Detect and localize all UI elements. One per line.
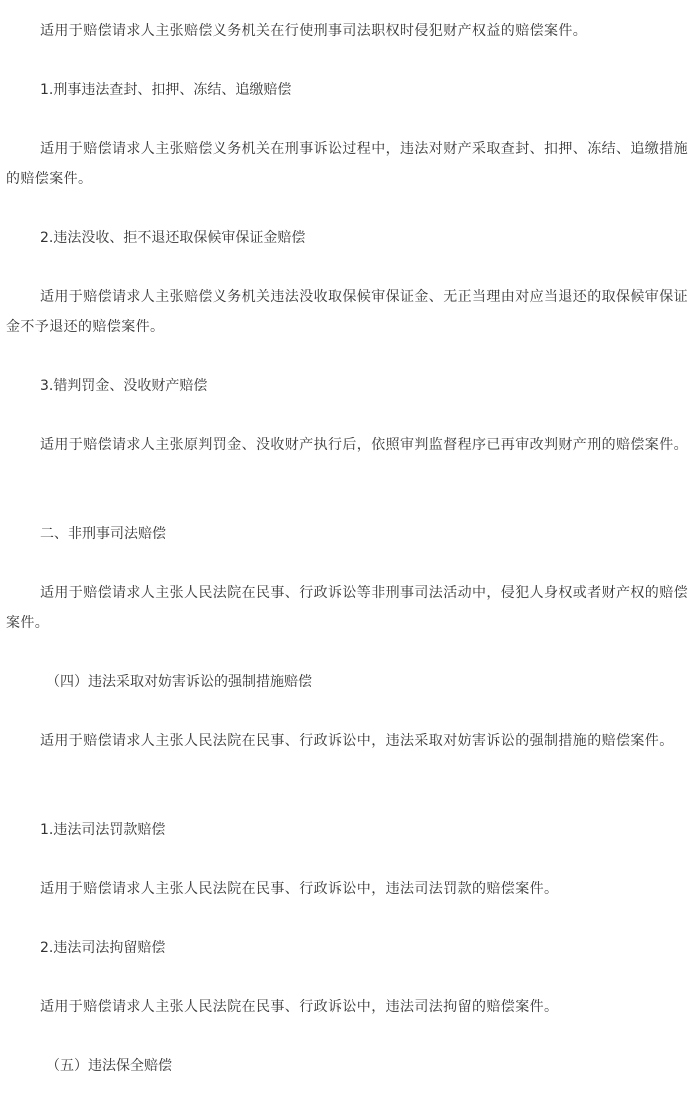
paragraph-seizure-freeze-scope: 适用于赔偿请求人主张赔偿义务机关在刑事诉讼过程中，违法对财产采取查封、扣押、冻结、追缴措施的赔偿案件。 [6, 141, 688, 187]
heading-seizure-freeze-compensation: 1.刑事违法查封、扣押、冻结、追缴赔偿 [40, 82, 292, 98]
paragraph-judicial-detention-scope: 适用于赔偿请求人主张人民法院在民事、行政诉讼中，违法司法拘留的赔偿案件。 [40, 999, 559, 1015]
heading-coercive-measures-compensation: （四）违法采取对妨害诉讼的强制措施赔偿 [46, 674, 312, 690]
paragraph-coercive-measures-scope: 适用于赔偿请求人主张人民法院在民事、行政诉讼中，违法采取对妨害诉讼的强制措施的赔偿案件。 [40, 733, 674, 749]
heading-judicial-detention-compensation: 2.违法司法拘留赔偿 [40, 940, 166, 956]
heading-wrongful-fine-confiscation: 3.错判罚金、没收财产赔偿 [40, 378, 208, 394]
paragraph-wrongful-fine-scope: 适用于赔偿请求人主张原判罚金、没收财产执行后，依照审判监督程序已再审改判财产刑的赔偿案件。 [40, 437, 688, 453]
paragraph-non-criminal-scope: 适用于赔偿请求人主张人民法院在民事、行政诉讼等非刑事司法活动中，侵犯人身权或者财产权的赔偿案件。 [6, 585, 688, 631]
paragraph-criminal-property-scope: 适用于赔偿请求人主张赔偿义务机关在行使刑事司法职权时侵犯财产权益的赔偿案件。 [40, 23, 588, 39]
paragraph-bail-deposit-scope: 适用于赔偿请求人主张赔偿义务机关违法没收取保候审保证金、无正当理由对应当退还的取保候审保证金不予退还的赔偿案件。 [6, 289, 688, 335]
heading-illegal-preservation-compensation: （五）违法保全赔偿 [46, 1058, 172, 1074]
heading-non-criminal-judicial-compensation: 二、非刑事司法赔偿 [40, 526, 166, 542]
heading-judicial-fine-compensation: 1.违法司法罚款赔偿 [40, 822, 166, 838]
paragraph-judicial-fine-scope: 适用于赔偿请求人主张人民法院在民事、行政诉讼中，违法司法罚款的赔偿案件。 [40, 881, 559, 897]
heading-bail-deposit-compensation: 2.违法没收、拒不退还取保候审保证金赔偿 [40, 230, 306, 246]
